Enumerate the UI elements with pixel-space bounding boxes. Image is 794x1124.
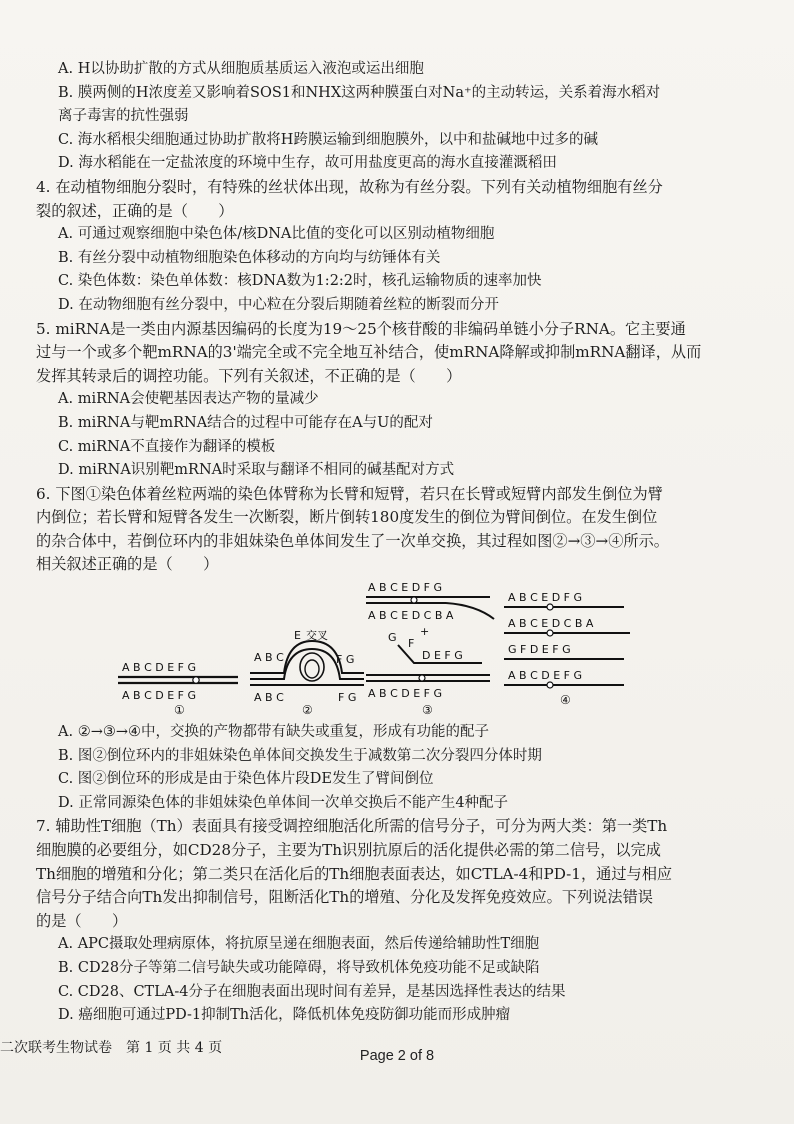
panel-2-number: ② [302, 703, 313, 718]
answer-option: D. miRNA识别靶mRNA时采取与翻译不相同的碱基配对方式 [58, 462, 455, 479]
p3-plus-label: + [420, 625, 430, 639]
text-line: 的是（ ） [36, 911, 128, 930]
answer-option: D. 海水稻能在一定盐浓度的环境中生存，故可用盐度更高的海水直接灌溉稻田 [58, 155, 557, 172]
answer-option: C. miRNA不直接作为翻译的模板 [58, 438, 276, 455]
p3-defg-label: D E F G [422, 649, 463, 663]
answer-option: C. 染色体数：染色单体数：核DNA数为1:2:2时，核孔运输物质的速率加快 [58, 273, 542, 290]
p2-e-label: E [294, 629, 301, 643]
p3-mid-label: A B C E D C B A [368, 609, 454, 623]
answer-option: B. 图②倒位环内的非姐妹染色单体间交换发生于减数第二次分裂四分体时期 [58, 747, 542, 764]
text-line: 细胞膜的必要组分，如CD28分子，主要为Th识别抗原后的活化提供必需的第二信号，以完成 [36, 841, 661, 860]
answer-option: B. 有丝分裂中动植物细胞染色体移动的方向均与纺锤体有关 [58, 249, 441, 266]
text-line: 过与一个或多个靶mRNA的3'端完全或不完全地互补结合，使mRNA降解或抑制mRNA翻译，从而 [36, 343, 702, 362]
answer-option: B. 膜两侧的H浓度差又影响着SOS1和NHX这两种膜蛋白对Na⁺的主动转运，关系着海水稻对 [58, 84, 661, 101]
text-line: 发挥其转录后的调控功能。下列有关叙述，不正确的是（ ） [36, 366, 462, 385]
answer-option: A. miRNA会使靶基因表达产物的量减少 [58, 391, 319, 408]
text-line: 离子毒害的抗性强弱 [58, 108, 189, 125]
panel-4-number: ④ [560, 693, 571, 708]
p4-row4-label: A B C D E F G [508, 669, 583, 683]
p2-cross-label: 交叉 [306, 629, 328, 643]
p2-bottom-left-label: A B C [254, 691, 284, 705]
pdf-page-indicator: Page 2 of 8 [359, 1048, 435, 1064]
question-stem: 4. 在动植物细胞分裂时，有特殊的丝状体出现，故称为有丝分裂。下列有关动植物细胞有丝分 [36, 177, 663, 196]
p1-top-label: A B C D E F G [122, 661, 197, 675]
p3-bottom-label: A B C D E F G [368, 687, 443, 701]
p3-top-label: A B C E D F G [368, 581, 443, 595]
answer-option: A. ②→③→④中，交换的产物都带有缺失或重复，形成有功能的配子 [58, 724, 489, 741]
page-content [36, 58, 768, 1028]
question-stem: 5. miRNA是一类由内源基因编码的长度为19～25个核苷酸的非编码单链小分子RNA。它主要通 [36, 319, 686, 338]
panel-1-number: ① [174, 703, 185, 718]
p3-g-label: G [388, 631, 397, 645]
answer-option: B. miRNA与靶mRNA结合的过程中可能存在A与U的配对 [58, 414, 433, 431]
p2-bottom-right-label: F G [338, 691, 357, 705]
answer-option: C. 海水稻根尖细胞通过协助扩散将H跨膜运输到细胞膜外，以中和盐碱地中过多的碱 [58, 131, 598, 148]
text-block-before-figure [36, 58, 768, 577]
inversion-diagram-svg [116, 579, 676, 717]
answer-option: B. CD28分子等第二信号缺失或功能障碍，将导致机体免疫功能不足或缺陷 [58, 960, 540, 976]
text-line: Th细胞的增殖和分化；第二类只在活化后的Th细胞表面表达，如CTLA-4和PD-1，通过与相应 [36, 864, 673, 883]
answer-option: A. APC摄取处理病原体，将抗原呈递在细胞表面，然后传递给辅助性T细胞 [58, 936, 540, 953]
text-line: 裂的叙述，正确的是（ ） [36, 201, 234, 220]
answer-option: A. H以协助扩散的方式从细胞质基质运入液泡或运出细胞 [58, 61, 424, 77]
p4-row3-label: G F D E F G [508, 643, 571, 657]
p1-bottom-label: A B C D E F G [122, 689, 197, 703]
p4-row2-label: A B C E D C B A [508, 617, 594, 631]
answer-option: D. 癌细胞可通过PD-1抑制Th活化，降低机体免疫防御功能而形成肿瘤 [58, 1007, 511, 1024]
answer-option: C. CD28、CTLA-4分子在细胞表面出现时间有差异，是基因选择性表达的结果 [58, 983, 566, 1000]
text-line: 的杂合体中，若倒位环内的非姐妹染色单体间发生了一次单交换，其过程如图②→③→④所示。 [36, 531, 669, 550]
p3-f-label: F [408, 637, 415, 651]
p2-fg-label: F G [336, 653, 355, 667]
p4-row1-label: A B C E D F G [508, 591, 583, 605]
text-block-after-figure [36, 721, 768, 1028]
question-stem: 7. 辅助性T细胞（Th）表面具有接受调控细胞活化所需的信号分子，可分为两大类：第一类Th [36, 817, 668, 836]
text-line: 信号分子结合向Th发出抑制信号，阻断活化Th的增殖、分化及发挥免疫效应。下列说法错误 [36, 888, 653, 907]
exam-footer-page-info: 二次联考生物试卷 第 1 页 共 4 页 [0, 1040, 223, 1056]
question-stem: 6. 下图①染色体着丝粒两端的染色体臂称为长臂和短臂，若只在长臂或短臂内部发生倒位为臂 [36, 484, 663, 503]
p2-top-label: A B C [254, 651, 284, 665]
text-line: 内倒位；若长臂和短臂各发生一次断裂，断片倒转180度发生的倒位为臂间倒位。在发生倒位 [36, 508, 658, 527]
answer-option: A. 可通过观察细胞中染色体/核DNA比值的变化可以区别动植物细胞 [58, 226, 495, 243]
answer-option: C. 图②倒位环的形成是由于染色体片段DE发生了臂间倒位 [58, 771, 434, 788]
panel-3-number: ③ [422, 703, 433, 718]
answer-option: D. 正常同源染色体的非姐妹染色单体间一次单交换后不能产生4种配子 [58, 794, 509, 811]
chromosome-inversion-figure [36, 579, 768, 717]
answer-option: D. 在动物细胞有丝分裂中，中心粒在分裂后期随着丝粒的断裂而分开 [58, 296, 499, 313]
text-line: 相关叙述正确的是（ ） [36, 555, 219, 574]
